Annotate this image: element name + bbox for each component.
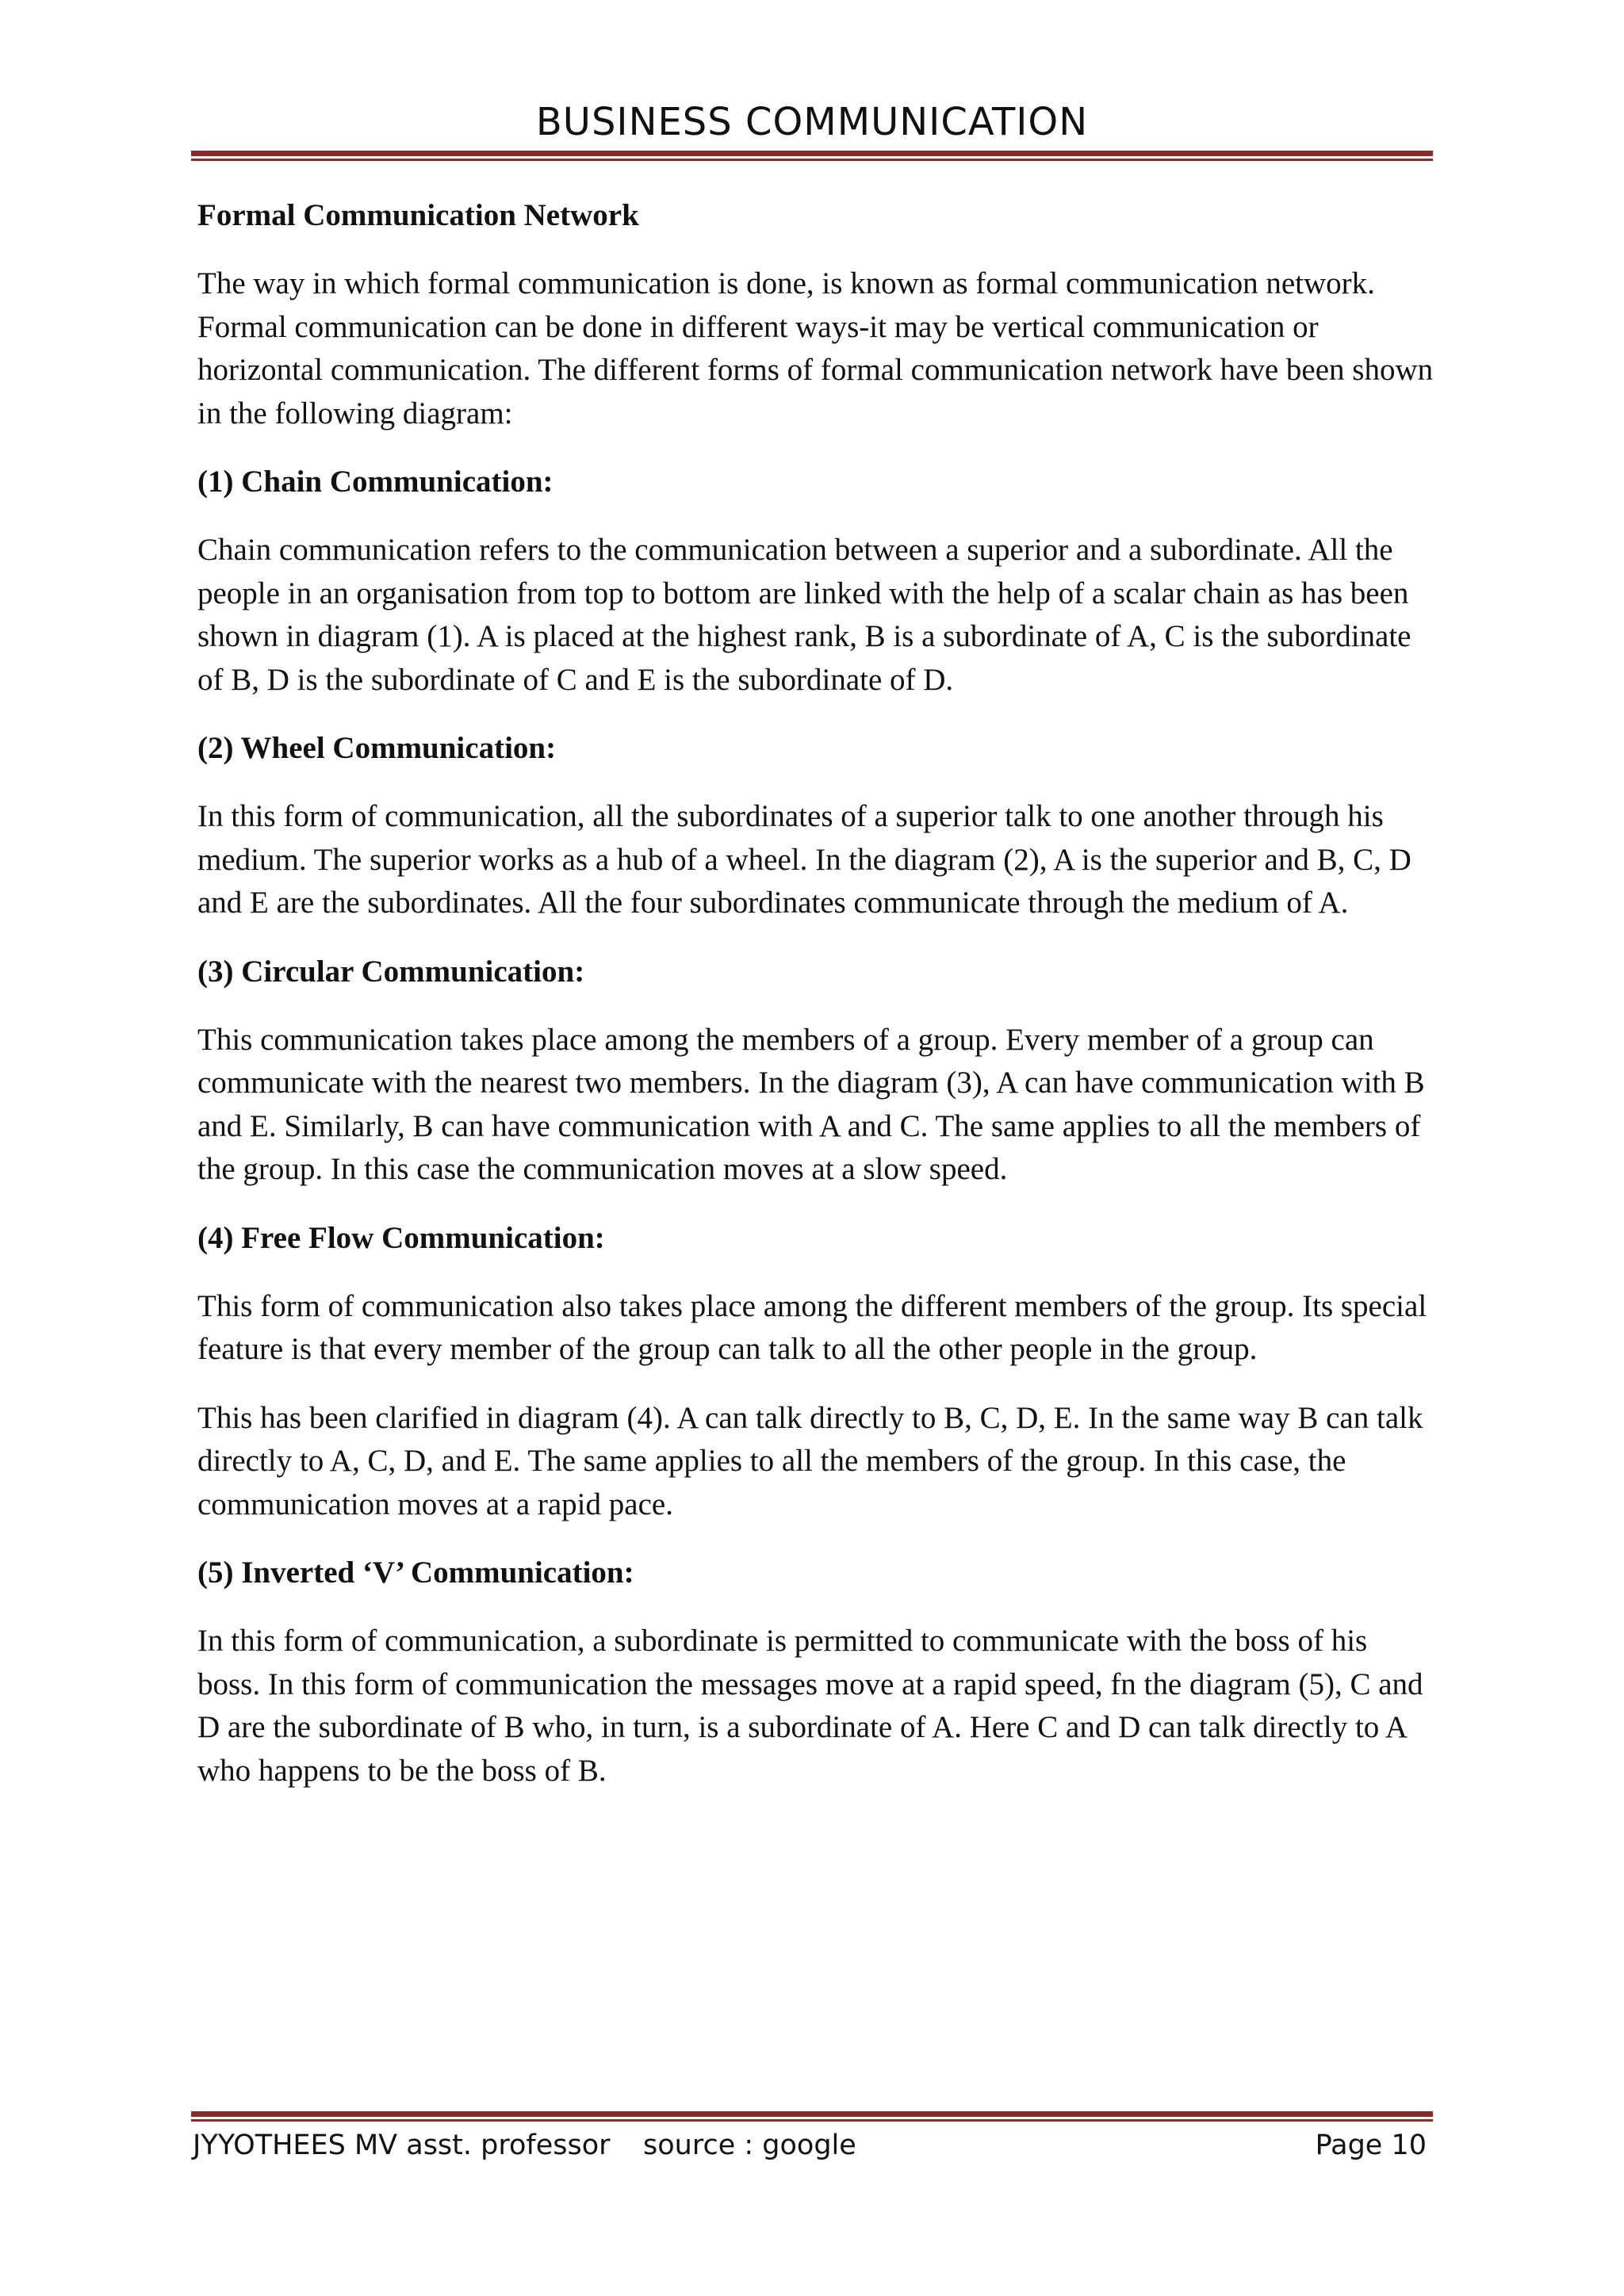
paragraph: In this form of communication, all the subordinates of a superior talk to one another through his medium. The superior works as a hub of a wheel. In the diagram (2), A is the superior and B, C, D and E are the subordinates. All the four subordinates communicate through the medium of A. [197, 799, 1411, 920]
paragraph: The way in which formal communication is done, is known as formal communication network. Formal communication can be done in different ways-it may be vertical communication or horizontal communication. The different forms of formal communication network have been shown in the following diagram: [197, 266, 1434, 430]
header-title: BUSINESS COMMUNICATION [535, 100, 1089, 144]
section-formal-communication-network [197, 194, 1434, 435]
page-header [191, 94, 1433, 151]
paragraph: In this form of communication, a subordinate is permitted to communicate with the boss of his boss. In this form of communication the messages move at a rapid speed, fn the diagram (5), C and D are the subordinate of B who, in turn, is a subordinate of A. Here C and D can talk directly to A who happens to be the boss of B. [197, 1624, 1423, 1788]
paragraph: This communication takes place among the members of a group. Every member of a group can communicate with the nearest two members. In the diagram (3), A can have communication with B and E. Similarly, B can have communication with A and C. The same applies to all the members of the group. In this case the communication moves at a slow speed. [197, 1022, 1425, 1186]
footer-rule-thick-line [191, 2111, 1433, 2117]
section-heading: (1) Chain Communication: [197, 465, 553, 499]
page-number: Page 10 [1315, 2130, 1427, 2161]
section-heading: (2) Wheel Communication: [197, 731, 557, 765]
section-free-flow-communication [197, 1217, 1434, 1527]
document-body [197, 194, 1434, 1818]
section-wheel-communication [197, 727, 1434, 925]
footer-rule [191, 2111, 1433, 2122]
footer-source: source : google [643, 2130, 856, 2161]
header-rule-thin-line [191, 159, 1433, 161]
paragraph: Chain communication refers to the communication between a superior and a subordinate. All the people in an organisation from top to bottom are linked with the help of a scalar chain as has been shown in diagram (1). A is placed at the highest rank, B is a subordinate of A, C is the subordinate of B, D is the subordinate of C and E is the subordinate of D. [197, 533, 1411, 697]
section-heading: (4) Free Flow Communication: [197, 1220, 605, 1255]
header-rule-thick-line [191, 151, 1433, 156]
section-heading: (5) Inverted ‘V’ Communication: [197, 1556, 634, 1590]
paragraph: This has been clarified in diagram (4). A can talk directly to B, C, D, E. In the same way B can talk directly to A, C, D, and E. The same applies to all the members of the group. In this case, the communication moves at a rapid pace. [197, 1400, 1423, 1521]
section-inverted-v-communication [197, 1552, 1434, 1793]
paragraph: This form of communication also takes place among the different members of the group. Its special feature is that every member of the group can talk to all the other people in the group. [197, 1288, 1427, 1366]
section-heading: (3) Circular Communication: [197, 954, 585, 989]
section-circular-communication [197, 951, 1434, 1192]
section-heading: Formal Communication Network [197, 198, 639, 232]
header-rule [191, 151, 1433, 161]
page-footer [191, 2122, 1433, 2169]
section-chain-communication [197, 461, 1434, 702]
footer-author: JYYOTHEES MV asst. professor [193, 2130, 611, 2161]
